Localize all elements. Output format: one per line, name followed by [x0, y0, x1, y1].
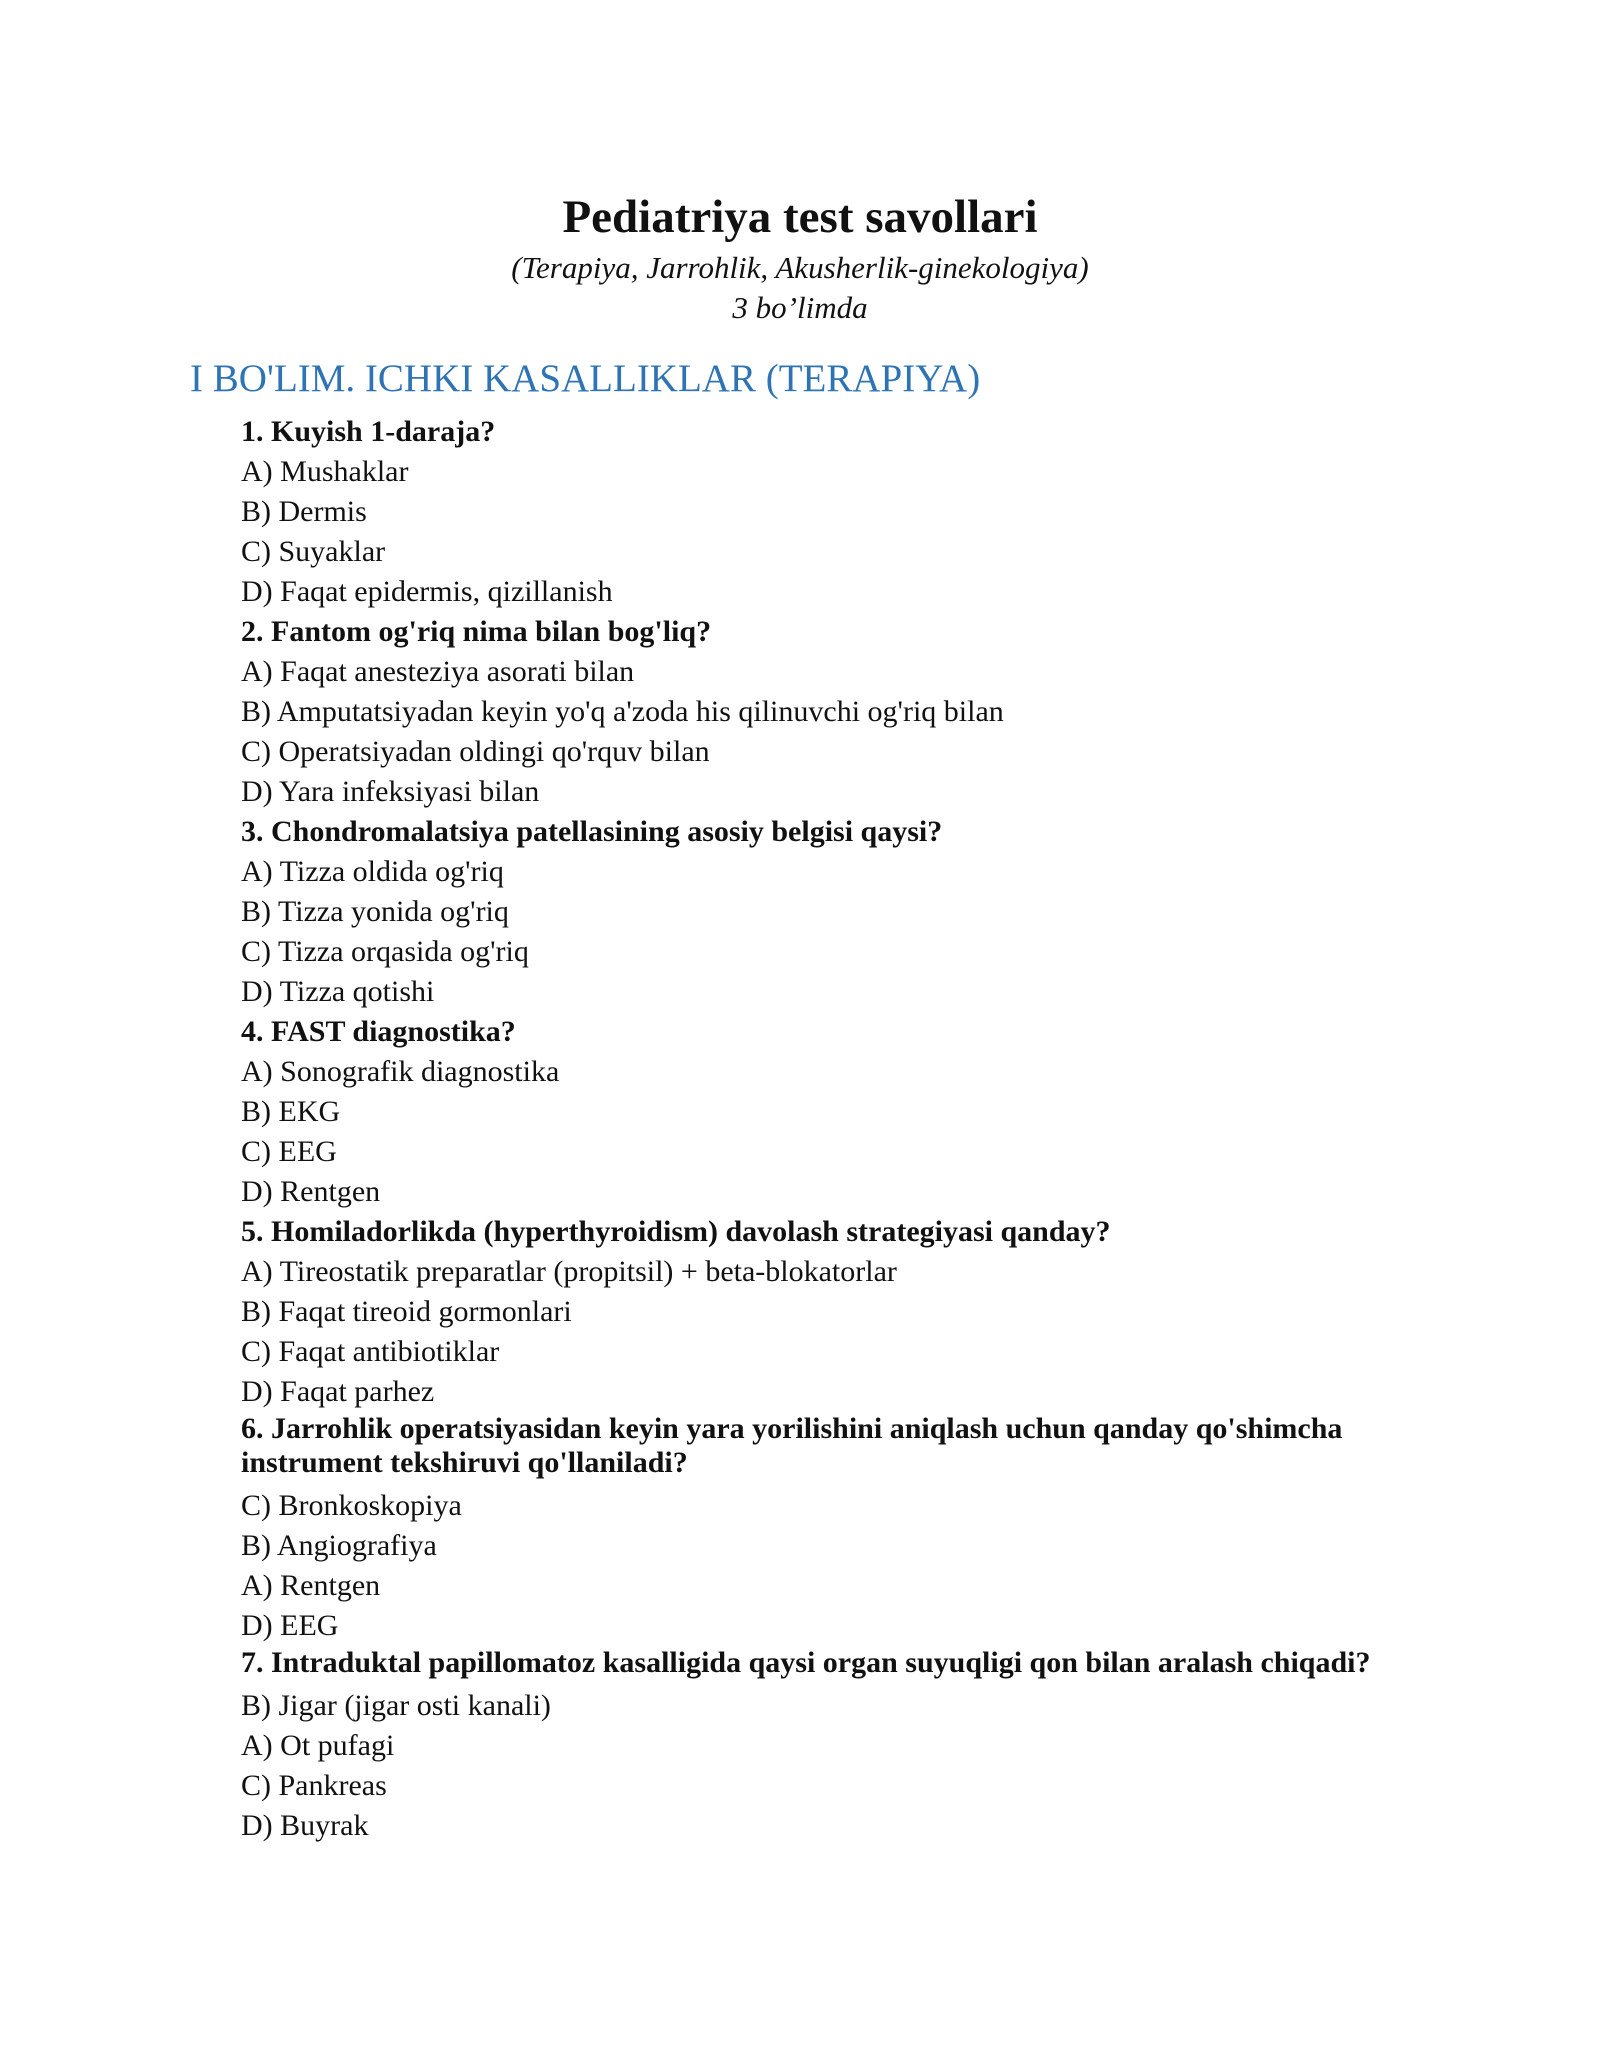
- question-7: [241, 1646, 1421, 1846]
- answer-option: C) Tizza orqasida og'riq: [241, 935, 529, 968]
- answer-option: B) EKG: [241, 1095, 341, 1128]
- answer-option: B) Dermis: [241, 495, 367, 528]
- answer-option: A) Mushaklar: [241, 455, 409, 488]
- answer-option: C) Faqat antibiotiklar: [241, 1335, 500, 1368]
- answer-option: B) Angiografiya: [241, 1529, 437, 1562]
- question-4: [241, 1012, 1421, 1212]
- question-2: [241, 612, 1421, 812]
- answer-option: D) EEG: [241, 1609, 339, 1642]
- question-text: 2. Fantom og'riq nima bilan bog'liq?: [241, 615, 712, 648]
- answer-option: B) Tizza yonida og'riq: [241, 895, 509, 928]
- answer-option: B) Amputatsiyadan keyin yo'q a'zoda his qilinuvchi og'riq bilan: [241, 695, 1004, 728]
- answer-option: D) Faqat epidermis, qizillanish: [241, 575, 613, 608]
- answer-option: D) Buyrak: [241, 1809, 369, 1842]
- page-subtitle: (Terapiya, Jarrohlik, Akusherlik-ginekologiya): [511, 250, 1089, 285]
- question-text: 4. FAST diagnostika?: [241, 1015, 516, 1048]
- question-text: 1. Kuyish 1-daraja?: [241, 415, 496, 448]
- answer-option: D) Yara infeksiyasi bilan: [241, 775, 540, 808]
- page-subtitle-sections: 3 bo’limda: [732, 290, 868, 325]
- question-text: 6. Jarrohlik operatsiyasidan keyin yara yorilishini aniqlash uchun qanday qo'shimcha instrument tekshiruvi qo'llaniladi?: [241, 1412, 1343, 1479]
- question-list: [241, 412, 1421, 1846]
- question-5: [241, 1212, 1421, 1412]
- page-title: Pediatriya test savollari: [562, 191, 1038, 243]
- question-1: [241, 412, 1421, 612]
- answer-option: C) Pankreas: [241, 1769, 387, 1802]
- answer-option: A) Rentgen: [241, 1569, 381, 1602]
- question-text: 3. Chondromalatsiya patellasining asosiy belgisi qaysi?: [241, 815, 943, 848]
- answer-option: C) Operatsiyadan oldingi qo'rquv bilan: [241, 735, 710, 768]
- answer-option: B) Jigar (jigar osti kanali): [241, 1689, 551, 1722]
- answer-option: A) Tizza oldida og'riq: [241, 855, 504, 888]
- answer-option: A) Tireostatik preparatlar (propitsil) + beta-blokatorlar: [241, 1255, 897, 1288]
- answer-option: A) Sonografik diagnostika: [241, 1055, 560, 1088]
- answer-option: C) Bronkoskopiya: [241, 1489, 462, 1522]
- answer-option: B) Faqat tireoid gormonlari: [241, 1295, 572, 1328]
- answer-option: D) Tizza qotishi: [241, 975, 435, 1008]
- question-text: 5. Homiladorlikda (hyperthyroidism) davolash strategiyasi qanday?: [241, 1215, 1111, 1248]
- answer-option: A) Faqat anesteziya asorati bilan: [241, 655, 635, 688]
- section-heading: I BO'LIM. ICHKI KASALLIKLAR (TERAPIYA): [190, 357, 981, 400]
- answer-option: D) Faqat parhez: [241, 1375, 435, 1408]
- answer-option: D) Rentgen: [241, 1175, 381, 1208]
- answer-option: C) Suyaklar: [241, 535, 386, 568]
- question-6: [241, 1412, 1421, 1646]
- question-text: 7. Intraduktal papillomatoz kasalligida qaysi organ suyuqligi qon bilan aralash chiqadi?: [241, 1646, 1371, 1679]
- answer-option: A) Ot pufagi: [241, 1729, 395, 1762]
- question-3: [241, 812, 1421, 1012]
- answer-option: C) EEG: [241, 1135, 337, 1168]
